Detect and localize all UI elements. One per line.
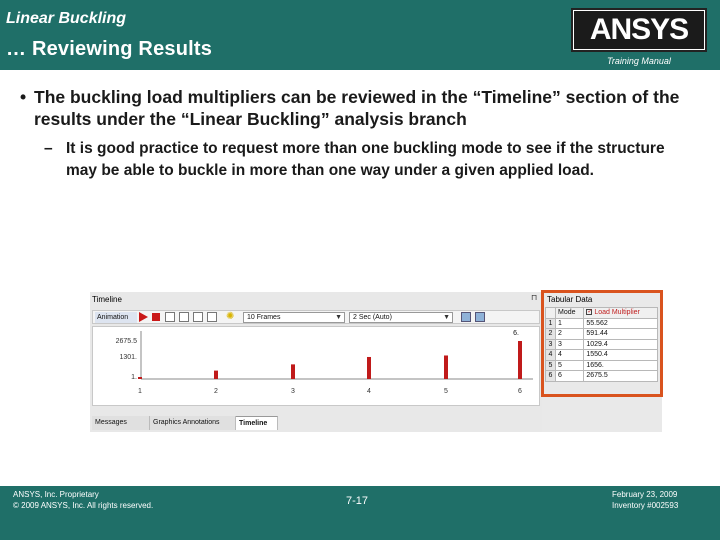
- multiplier-cell: 55.562: [584, 318, 658, 329]
- timeline-bar[interactable]: [444, 355, 448, 379]
- column-header-mode[interactable]: Mode: [556, 308, 584, 319]
- row-number: 2: [546, 329, 556, 340]
- ansys-logo: [571, 8, 707, 52]
- footer-proprietary: ANSYS, Inc. Proprietary: [13, 490, 99, 499]
- training-manual-label: Training Manual: [607, 56, 671, 66]
- checkbox-icon[interactable]: ✓: [587, 309, 593, 316]
- tabular-data-title: Tabular Data: [547, 295, 593, 304]
- row-number: 5: [546, 360, 556, 371]
- distributed-icon[interactable]: [179, 312, 189, 322]
- capture-icon[interactable]: [475, 312, 485, 322]
- current-mode-label: 6.: [513, 330, 519, 337]
- row-number: 6: [546, 371, 556, 382]
- mode-cell: 2: [556, 329, 584, 340]
- footer-inventory: Inventory #002593: [612, 501, 679, 510]
- page-number: 7-17: [346, 495, 369, 507]
- y-tick-label: 1301.: [119, 354, 137, 361]
- footer-rights: © 2009 ANSYS, Inc. All rights reserved.: [13, 501, 154, 510]
- footer-date-inventory: [612, 489, 678, 511]
- sub-bullet: [44, 138, 694, 182]
- column-header-load-multiplier[interactable]: ✓ Load Multiplier: [584, 308, 658, 319]
- frames-icon[interactable]: [165, 312, 175, 322]
- x-tick-label: 3: [291, 388, 295, 395]
- chapter-title: Linear Buckling: [6, 10, 127, 27]
- footer-copyright: [13, 489, 153, 511]
- multiplier-cell: 1550.4: [584, 350, 658, 361]
- bullet-dot-icon: •: [20, 87, 27, 107]
- chevron-down-icon: ▼: [443, 314, 450, 321]
- ansys-logo-text: ANSYS: [574, 11, 704, 49]
- timeline-bar[interactable]: [367, 357, 371, 379]
- bulb-icon[interactable]: ✺: [226, 311, 235, 322]
- row-number: 3: [546, 339, 556, 350]
- reverse-icon[interactable]: [207, 312, 217, 322]
- chevron-down-icon: ▼: [335, 314, 342, 321]
- timeline-bar[interactable]: [518, 341, 522, 379]
- mode-cell: 6: [556, 371, 584, 382]
- timeline-title: Timeline: [92, 295, 122, 304]
- y-tick-label: 1.: [131, 374, 137, 381]
- pin-icon[interactable]: ⊓: [531, 293, 538, 302]
- title-band: [0, 0, 720, 70]
- row-number: 1: [546, 318, 556, 329]
- sub-bullet-text: It is good practice to request more than one buckling mode to see if the structure may be able to buckle in more than one way under a given applied load.: [66, 140, 665, 179]
- mode-cell: 3: [556, 339, 584, 350]
- multiplier-cell: 2675.5: [584, 371, 658, 382]
- x-tick-label: 6: [518, 388, 522, 395]
- timeline-chart-svg: [93, 327, 539, 405]
- timeline-chart[interactable]: [92, 326, 540, 406]
- tab-timeline[interactable]: Timeline: [236, 416, 278, 430]
- multiplier-cell: 591.44: [584, 329, 658, 340]
- timeline-bar[interactable]: [291, 364, 295, 379]
- footer-date: February 23, 2009: [612, 490, 678, 499]
- slide-title: … Reviewing Results: [6, 38, 213, 60]
- animation-label: Animation: [95, 312, 137, 323]
- timeline-bar[interactable]: [214, 371, 218, 379]
- frames-select[interactable]: 10 Frames ▼: [243, 312, 345, 323]
- x-tick-label: 1: [138, 388, 142, 395]
- footer-band: [0, 486, 720, 540]
- mode-cell: 4: [556, 350, 584, 361]
- x-tick-label: 5: [444, 388, 448, 395]
- mode-cell: 1: [556, 318, 584, 329]
- dash-icon: –: [44, 140, 53, 157]
- mode-cell: 5: [556, 360, 584, 371]
- x-tick-label: 2: [214, 388, 218, 395]
- tab-graphics-annotations[interactable]: Graphics Annotations: [150, 416, 236, 430]
- tab-messages[interactable]: Messages: [92, 416, 150, 430]
- multiplier-cell: 1029.4: [584, 339, 658, 350]
- row-number: 4: [546, 350, 556, 361]
- timeline-bar[interactable]: [138, 377, 142, 379]
- play-icon[interactable]: [139, 312, 148, 322]
- tabular-data-highlight-box: [541, 290, 663, 397]
- stop-icon[interactable]: [152, 313, 160, 321]
- y-tick-label: 2675.5: [115, 338, 137, 345]
- result-sets-icon[interactable]: [193, 312, 203, 322]
- x-tick-label: 4: [367, 388, 371, 395]
- multiplier-cell: 1656.: [584, 360, 658, 371]
- bar-group: [138, 341, 522, 379]
- timeline-toolbar: [92, 310, 540, 324]
- export-icon[interactable]: [461, 312, 471, 322]
- main-bullet-text: The buckling load multipliers can be reviewed in the “Timeline” section of the results under the “Linear Buckling” analysis branch: [34, 87, 680, 129]
- main-bullet: [20, 86, 700, 130]
- duration-select[interactable]: 2 Sec (Auto) ▼: [349, 312, 453, 323]
